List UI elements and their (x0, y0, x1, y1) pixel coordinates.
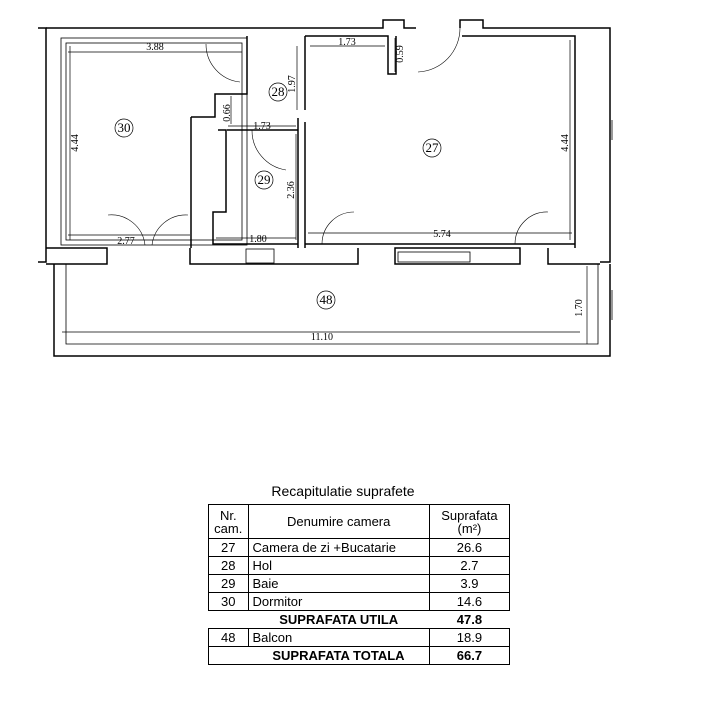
table-row (209, 593, 510, 611)
row-area: 18.9 (429, 629, 509, 647)
header-area: Suprafata (m²) (429, 505, 509, 539)
room-label-camera-zi: 27 (425, 140, 439, 155)
row-nr: 48 (209, 629, 249, 647)
table-row (209, 557, 510, 575)
dim-baie-width: 1.73 (253, 121, 271, 132)
table-row (209, 539, 510, 557)
room-label-baie: 29 (257, 172, 271, 187)
room-label-hol: 28 (271, 84, 285, 99)
dim-dormitor-width: 3.88 (146, 42, 164, 53)
totala-spacer (209, 647, 249, 665)
row-name: Hol (248, 557, 429, 575)
row-name: Baie (248, 575, 429, 593)
dim-balcon-depth: 1.70 (574, 299, 585, 317)
row-name: Balcon (248, 629, 429, 647)
dim-hol-niche: 0.66 (222, 104, 233, 122)
header-name: Denumire camera (248, 505, 429, 539)
dim-baie-bottom: 1.80 (249, 234, 267, 245)
row-area: 26.6 (429, 539, 509, 557)
summary-table (208, 504, 510, 665)
utila-spacer (209, 611, 249, 629)
utila-row (209, 611, 510, 629)
row-name: Dormitor (248, 593, 429, 611)
totala-value: 66.7 (429, 647, 509, 665)
totala-row (209, 647, 510, 665)
row-area: 2.7 (429, 557, 509, 575)
row-nr: 28 (209, 557, 249, 575)
row-name: Camera de zi +Bucatarie (248, 539, 429, 557)
room-label-dormitor: 30 (117, 120, 131, 135)
row-area: 3.9 (429, 575, 509, 593)
table-header-row (209, 505, 510, 539)
row-nr: 30 (209, 593, 249, 611)
summary-title: Recapitulatie suprafete (271, 483, 415, 499)
dim-camera-zi-height: 4.44 (560, 134, 571, 152)
row-nr: 27 (209, 539, 249, 557)
table-row (209, 575, 510, 593)
room-label-balcon: 48 (319, 292, 333, 307)
dim-balcon-width: 11.10 (310, 332, 334, 343)
row-nr: 29 (209, 575, 249, 593)
dim-hol-width: 1.73 (338, 37, 356, 48)
utila-label: SUPRAFATA UTILA (248, 611, 429, 629)
row-area: 14.6 (429, 593, 509, 611)
dim-camera-zi-width: 5.74 (433, 229, 451, 240)
header-nr: Nr. cam. (209, 505, 249, 539)
dim-entry-wall: 0.59 (395, 45, 406, 63)
dim-hol-height: 1.97 (287, 75, 298, 93)
surface-summary (208, 482, 510, 665)
door-arcs (108, 28, 548, 245)
totala-label: SUPRAFATA TOTALA (248, 647, 429, 665)
dim-dormitor-height: 4.44 (70, 134, 81, 152)
utila-value: 47.8 (429, 611, 509, 629)
dim-baie-height: 2.36 (286, 181, 297, 199)
room-labels (115, 83, 441, 309)
dim-dormitor-window: 2.77 (117, 236, 135, 247)
table-row (209, 629, 510, 647)
